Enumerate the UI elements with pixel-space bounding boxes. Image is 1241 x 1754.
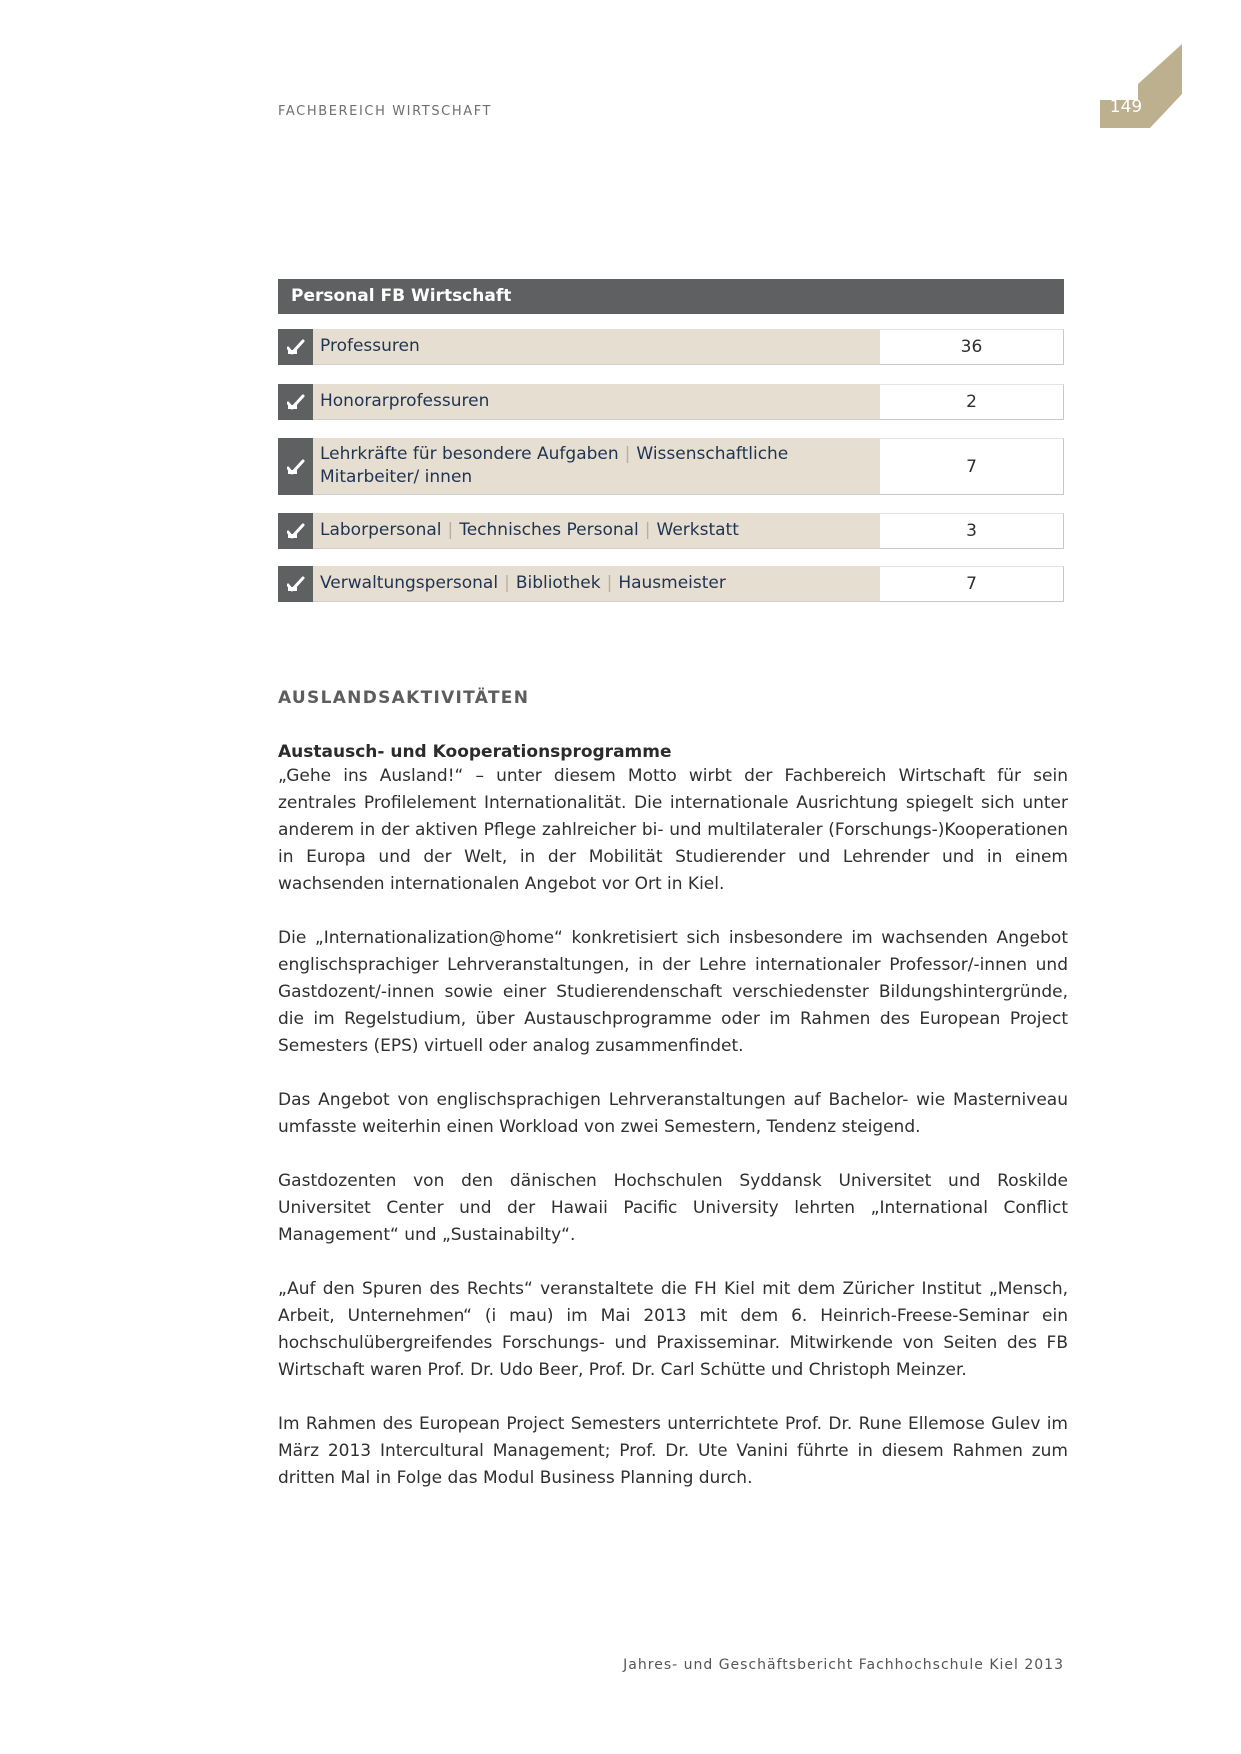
subsection-title: Austausch- und Kooperationsprogramme: [278, 742, 672, 762]
separator: |: [504, 573, 510, 593]
row-label: Professuren: [313, 329, 880, 365]
paragraph: Gastdozenten von den dänischen Hochschulen Syddansk Universitet und Roskilde Universitet Center und der Hawaii Pacific University lehrten „International Conflict Management“ und „Sustainabilty“.: [278, 1171, 1068, 1245]
table-row: [278, 438, 1064, 495]
row-value: 36: [880, 329, 1064, 365]
row-value: 2: [880, 384, 1064, 420]
row-value: 3: [880, 513, 1064, 549]
paragraph: „Gehe ins Ausland!“ – unter diesem Motto wirbt der Fachbereich Wirtschaft für sein zentrales Profilelement Internationalität. Die internationale Ausrichtung spiegelt sich unter anderem in der aktiven Pflege zahlreicher bi- und multilateraler (Forschungs-)Kooperationen in Europa und der Welt, in der Mobilität Studierender und Lehrender und in einem wachsenden internationalen Angebot vor Ort in Kiel.: [278, 766, 1068, 894]
row-value: 7: [880, 566, 1064, 602]
check-icon: [278, 384, 313, 420]
row-label: Honorarprofessuren: [313, 384, 880, 420]
row-label: Laborpersonal | Technisches Personal | Werkstatt: [313, 513, 880, 549]
personal-table: [278, 279, 1064, 314]
table-row: [278, 329, 1064, 365]
paragraph: Die „Internationalization@home“ konkretisiert sich insbesondere im wachsenden Angebot englischsprachiger Lehrveranstaltungen, in der Lehre internationaler Professor/-innen und Gastdozent/-innen sowie einer Studierendenschaft verschiedenster Bildungshintergründe, die im Regelstudium, über Austauschprogramme oder im Rahmen des European Project Semesters (EPS) virtuell oder analog zusammenfindet.: [278, 928, 1068, 1056]
check-icon: [278, 438, 313, 495]
row-label: Verwaltungspersonal | Bibliothek | Hausmeister: [313, 566, 880, 602]
running-header: FACHBEREICH WIRTSCHAFT: [278, 104, 493, 119]
check-icon: [278, 566, 313, 602]
table-row: [278, 513, 1064, 549]
separator: |: [624, 444, 631, 464]
table-title: Personal FB Wirtschaft: [278, 279, 1064, 314]
table-row: [278, 384, 1064, 420]
page-number: 149: [1109, 97, 1143, 117]
separator: |: [447, 520, 454, 540]
table-row: [278, 566, 1064, 602]
separator: |: [606, 573, 613, 593]
page-footer: Jahres- und Geschäftsbericht Fachhochschule Kiel 2013: [623, 1657, 1064, 1673]
paragraph: Das Angebot von englischsprachigen Lehrveranstaltungen auf Bachelor- wie Masterniveau umfasste weiterhin einen Workload von zwei Semestern, Tendenz steigend.: [278, 1090, 1068, 1137]
row-label: Lehrkräfte für besondere Aufgaben | Wissenschaftliche Mitarbeiter/ innen: [313, 438, 880, 495]
check-icon: [278, 513, 313, 549]
separator: |: [644, 520, 651, 540]
paragraph: „Auf den Spuren des Rechts“ veranstaltete die FH Kiel mit dem Züricher Institut „Mensch, Arbeit, Unternehmen“ (i mau) im Mai 2013 mit dem 6. Heinrich-Freese-Seminar ein hochschulübergreifendes Forschungs- und Praxisseminar. Mitwirkende von Seiten des FB Wirtschaft waren Prof. Dr. Udo Beer, Prof. Dr. Carl Schütte und Christoph Meinzer.: [278, 1279, 1068, 1380]
paragraph: Im Rahmen des European Project Semesters unterrichtete Prof. Dr. Rune Ellemose Gulev im März 2013 Intercultural Management; Prof. Dr. Ute Vanini führte in diesem Rahmen zum dritten Mal in Folge das Modul Business Planning durch.: [278, 1414, 1068, 1488]
section-title: AUSLANDSAKTIVITÄTEN: [278, 688, 530, 708]
check-icon: [278, 329, 313, 365]
row-value: 7: [880, 438, 1064, 495]
